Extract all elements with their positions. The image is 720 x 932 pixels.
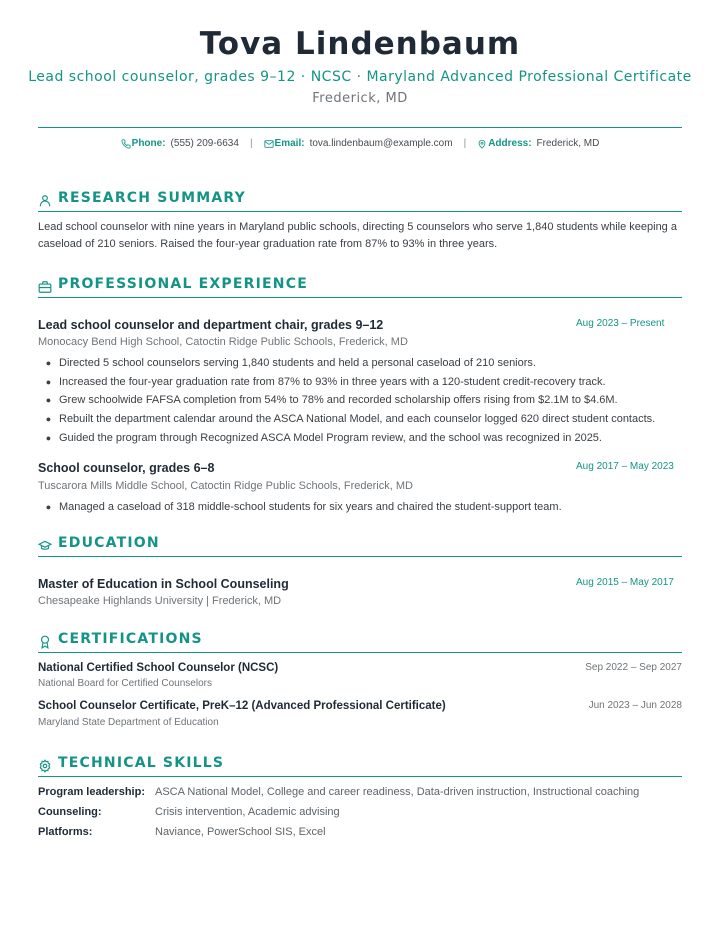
job-dates: Aug 2017 – May 2023 (576, 461, 674, 472)
skills-section-header (38, 756, 682, 777)
graduation-cap-icon (38, 539, 52, 553)
job-organization: Tuscarora Mills Middle School, Catoctin Ridge Public Schools, Frederick, MD (38, 480, 413, 492)
degree-title: Master of Education in School Counseling (38, 577, 289, 591)
user-icon (38, 194, 52, 208)
gear-icon (38, 759, 52, 773)
certification-dates: Jun 2023 – Jun 2028 (588, 700, 682, 711)
education-dates: Aug 2015 – May 2017 (576, 577, 674, 588)
school-name: Chesapeake Highlands University | Frederick, MD (38, 595, 282, 607)
summary-text: Lead school counselor with nine years in Maryland public schools, directing 5 counselors who serve 1,840 students while keeping a caseload of 210 seniors. Raised the four-year graduation rate from 87% to 93% in three years. (38, 221, 677, 250)
list-item: ● Guided the program through Recognized ASCA Model Program review, and the school was recognized in 2025. (45, 431, 602, 444)
email-label: Email: (274, 138, 305, 149)
job-bullets (38, 354, 678, 447)
education-title: EDUCATION (58, 535, 160, 551)
job-title: School counselor, grades 6–8 (38, 461, 215, 475)
phone-icon (121, 139, 131, 149)
job-title: Lead school counselor and department chair, grades 9–12 (38, 318, 384, 332)
job-bullets (38, 498, 678, 517)
contact-address (477, 138, 599, 149)
contact-bar (0, 138, 720, 149)
experience-section-header (38, 277, 682, 298)
certification-name: National Certified School Counselor (NCSC) (38, 662, 279, 674)
certification-issuer: Maryland State Department of Education (38, 717, 219, 728)
skill-value: ASCA National Model, College and career readiness, Data-driven instruction, Instructional coaching (155, 786, 640, 798)
list-item: ● Directed 5 school counselors serving 1,840 students and held a personal caseload of 210 seniors. (45, 357, 536, 369)
list-item: ● Grew schoolwide FAFSA completion from 54% to 78% and recorded scholarship offers rising from $2.1M to $4.6M. (45, 394, 618, 407)
bullet-text: Directed 5 school counselors serving 1,840 students and held a personal caseload of 210 seniors. (59, 357, 536, 369)
skill-value: Naviance, PowerSchool SIS, Excel (155, 826, 326, 838)
skill-label: Platforms: (38, 826, 93, 838)
bullet-text: Guided the program through Recognized ASCA Model Program review, and the school was recognized in 2025. (59, 431, 602, 444)
certifications-title: CERTIFICATIONS (58, 631, 203, 647)
contact-email (264, 138, 453, 149)
list-item: ● Managed a caseload of 318 middle-school students for six years and chaired the student-support team. (45, 501, 562, 513)
bullet-text: Grew schoolwide FAFSA completion from 54% to 78% and recorded scholarship offers rising from $2.1M to $4.6M. (59, 394, 618, 407)
summary-section-header (38, 191, 682, 212)
email-value[interactable]: tova.lindenbaum@example.com (309, 138, 453, 149)
header-divider (38, 127, 682, 128)
bullet-text: Rebuilt the department calendar around the ASCA National Model, and each counselor logged 620 direct student contacts. (59, 413, 656, 426)
list-item: ● Increased the four-year graduation rate from 87% to 93% in three years with a 120-student credit-recovery track. (45, 375, 606, 388)
job-dates: Aug 2023 – Present (576, 318, 665, 329)
candidate-tagline: Lead school counselor, grades 9–12 · NCSC · Maryland Advanced Professional Certificate (28, 69, 692, 85)
education-section-header (38, 536, 682, 557)
bullet-text: Increased the four-year graduation rate from 87% to 93% in three years with a 120-student credit-recovery track. (59, 375, 606, 388)
mail-icon (264, 139, 274, 149)
job-organization: Monocacy Bend High School, Catoctin Ridge Public Schools, Frederick, MD (38, 336, 408, 348)
certification-name: School Counselor Certificate, PreK–12 (Advanced Professional Certificate) (38, 700, 446, 712)
phone-value[interactable]: (555) 209-6634 (170, 138, 239, 149)
contact-phone (121, 138, 239, 149)
skill-label: Counseling: (38, 806, 102, 818)
bullet-text: Managed a caseload of 318 middle-school students for six years and chaired the student-support team. (59, 501, 562, 513)
map-pin-icon (477, 139, 487, 149)
candidate-location: Frederick, MD (312, 91, 408, 106)
skill-label: Program leadership: (38, 786, 145, 798)
certification-issuer: National Board for Certified Counselors (38, 678, 212, 689)
address-value: Frederick, MD (536, 138, 600, 149)
certification-dates: Sep 2022 – Sep 2027 (585, 662, 682, 673)
contact-separator: | (249, 138, 253, 149)
skill-value: Crisis intervention, Academic advising (155, 806, 340, 818)
briefcase-icon (38, 280, 52, 294)
summary-title: RESEARCH SUMMARY (58, 190, 246, 206)
address-label: Address: (488, 138, 532, 149)
experience-title: PROFESSIONAL EXPERIENCE (58, 276, 308, 292)
phone-label: Phone: (131, 138, 166, 149)
certifications-section-header (38, 632, 682, 653)
candidate-name: Tova Lindenbaum (199, 26, 521, 62)
contact-separator: | (463, 138, 467, 149)
award-icon (38, 635, 52, 649)
skills-title: TECHNICAL SKILLS (58, 755, 225, 771)
list-item: ● Rebuilt the department calendar around the ASCA National Model, and each counselor logged 620 direct student contacts. (45, 413, 656, 426)
